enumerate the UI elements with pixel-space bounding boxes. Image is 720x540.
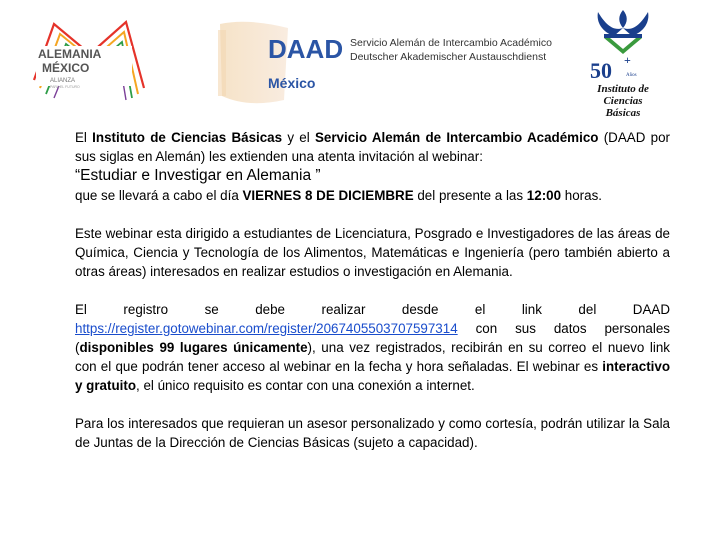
daad-mark: DAAD (268, 34, 344, 64)
registration-link[interactable]: https://register.gotowebinar.com/register/2067405503707597314 (75, 321, 458, 336)
alianza-line2: MÉXICO (42, 61, 90, 75)
icb-name3: Básicas (605, 107, 641, 119)
icb-anos: Años (626, 73, 637, 78)
invitation-letter (75, 128, 670, 452)
interactive-free: interactivo y gratuito (75, 359, 670, 393)
letterhead (0, 0, 720, 125)
alianza-line3: ALIANZA (50, 78, 76, 84)
icb-number: 50 (590, 58, 612, 83)
webinar-title: “Estudiar e Investigar en Alemania ” (75, 167, 321, 184)
date-paragraph: que se llevará a cabo el día VIERNES 8 DE DICIEMBRE del presente a las 12:00 horas. (75, 188, 602, 203)
icb-50-anos-logo (574, 8, 672, 120)
audience-paragraph: Este webinar esta dirigido a estudiantes de Licenciatura, Posgrado e Investigadores de las áreas de Química, Ciencia y Tecnología de los Alimentos, Matemáticas e Ingeniería (pero también abierto a otras áreas) interesados en realizar estudios o investigación en Alemania. (75, 226, 670, 279)
fleur-left-petal (598, 12, 623, 36)
event-time: 12:00 (526, 188, 562, 203)
courtesy-paragraph: Para los interesados que requieran un asesor personalizado y como cortesía, podrán utilizar la Sala de Juntas de la Dirección de Ciencias Básicas (sujeto a capacidad). (75, 416, 670, 450)
alianza-line4: PARA EL FUTURO (50, 85, 80, 89)
daad-name-bold: Servicio Alemán de Intercambio Académico (314, 130, 599, 145)
event-date: VIERNES 8 DE DICIEMBRE (242, 188, 414, 203)
icb-name-bold: Instituto de Ciencias Básicas (92, 130, 283, 145)
alianza-alemania-mexico-logo (30, 18, 148, 102)
daad-mexico-logo (218, 20, 552, 104)
alianza-line1: ALEMANIA (38, 47, 102, 61)
icb-plus: + (624, 53, 631, 67)
fleur-center-petal (619, 10, 627, 28)
icb-name2: Ciencias (603, 95, 643, 107)
intro-paragraph: El Instituto de Ciencias Básicas y el Servicio Alemán de Intercambio Académico (DAAD por sus siglas en Alemán) les extienden una atenta invitación al webinar: (75, 130, 670, 164)
daad-line1: Servicio Alemán de Intercambio Académico (350, 37, 552, 49)
daad-line2: Deutscher Akademischer Austauschdienst (350, 51, 547, 63)
seats-available: disponibles 99 lugares únicamente (79, 340, 308, 355)
registration-paragraph: El registro se debe realizar desde el link del DAAD https://register.gotowebinar.com/register/2067405503707597314 con sus datos personales (disponibles 99 lugares únicamente), una vez registrados, recibirán en su correo el nuevo link con el que podrán tener acceso al webinar en la fecha y hora señaladas. El webinar es interactivo y gratuito, el único requisito es contar con una conexión a internet. (75, 302, 670, 393)
fleur-right-petal (623, 12, 648, 36)
icb-name1: Instituto de (597, 83, 649, 95)
daad-sub: México (268, 75, 316, 91)
